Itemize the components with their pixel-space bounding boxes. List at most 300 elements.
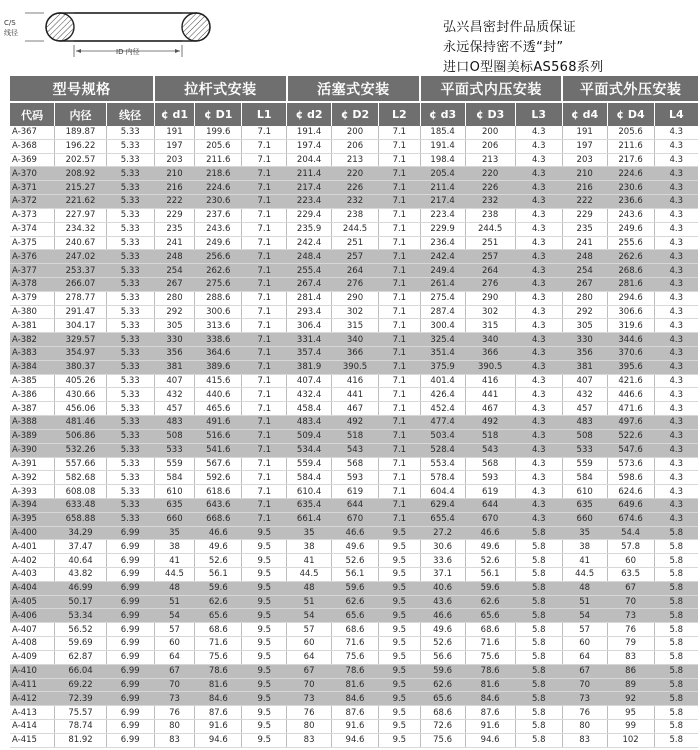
table-cell: 9.5 [242,609,287,623]
table-cell: 33.6 [420,554,465,568]
table-cell: 4.3 [515,360,562,374]
table-cell: 5.33 [106,139,154,153]
table-cell: 290 [332,291,379,305]
table-cell: 381 [562,360,607,374]
table-cell: 213 [465,153,515,167]
table-cell: 4.3 [654,443,698,457]
table-cell: 306.4 [287,319,332,333]
table-cell: 7.1 [242,333,287,347]
table-cell: 70 [607,595,654,609]
table-cell: 7.1 [242,181,287,195]
table-cell: 57 [154,623,195,637]
table-cell: 4.3 [654,181,698,195]
table-row [10,195,698,209]
table-cell: 46.6 [465,526,515,540]
table-row [10,471,698,485]
table-cell: 593 [465,471,515,485]
column-header: 线径 [106,102,154,126]
table-cell: 4.3 [515,236,562,250]
table-cell: 5.8 [515,609,562,623]
table-cell: 6.99 [106,637,154,651]
cs-label: C/S [4,19,16,27]
table-cell: 248.4 [287,250,332,264]
slogan-line: 永远保持密不透“封” [443,40,564,55]
table-cell: 71.6 [465,637,515,651]
table-cell: 257 [332,250,379,264]
table-cell: 4.3 [654,319,698,333]
table-cell: 223.4 [420,208,465,222]
table-cell: 9.5 [242,526,287,540]
table-cell: 91.6 [465,719,515,733]
table-cell: 5.33 [106,457,154,471]
table-cell: 59.69 [55,637,106,651]
table-cell: 67 [154,664,195,678]
column-header: L1 [242,102,287,126]
table-row [10,498,698,512]
table-row [10,264,698,278]
table-cell: 43.6 [420,595,465,609]
table-cell: 7.1 [379,195,421,209]
table-cell: 492 [465,416,515,430]
table-cell: 222 [562,195,607,209]
table-row [10,319,698,333]
table-cell: 294.6 [607,291,654,305]
table-cell: 5.33 [106,388,154,402]
table-cell: 5.8 [515,554,562,568]
table-cell: 619 [465,485,515,499]
table-cell: 5.33 [106,333,154,347]
table-cell: 4.3 [654,236,698,250]
table-cell: 567.6 [195,457,242,471]
table-cell: 9.5 [379,719,421,733]
table-cell: 223.4 [287,195,332,209]
table-cell: 407 [154,374,195,388]
table-cell: 78.74 [55,719,106,733]
table-cell: 5.8 [515,581,562,595]
table-cell: 7.1 [242,208,287,222]
table-cell: 4.3 [654,264,698,278]
table-cell: 73 [287,692,332,706]
table-cell: 224.6 [607,167,654,181]
column-header: ¢ D1 [195,102,242,126]
table-cell: 5.33 [106,485,154,499]
row-code-cell: A-384 [10,360,55,374]
table-cell: 41 [562,554,607,568]
row-code-cell: A-390 [10,443,55,457]
table-cell: 5.8 [515,526,562,540]
table-cell: 67 [607,581,654,595]
table-cell: 51 [562,595,607,609]
table-cell: 407.4 [287,374,332,388]
table-cell: 5.8 [515,623,562,637]
table-cell: 227.97 [55,208,106,222]
table-cell: 4.3 [654,305,698,319]
table-cell: 6.99 [106,595,154,609]
table-cell: 48 [154,581,195,595]
table-cell: 6.99 [106,719,154,733]
table-cell: 276 [332,277,379,291]
table-cell: 5.8 [515,595,562,609]
table-cell: 356 [562,347,607,361]
table-cell: 4.3 [515,388,562,402]
table-cell: 670 [332,512,379,526]
row-code-cell: A-401 [10,540,55,554]
table-cell: 4.3 [515,471,562,485]
table-cell: 416 [332,374,379,388]
table-cell: 5.8 [515,568,562,582]
table-cell: 83 [562,733,607,747]
table-cell: 220 [465,167,515,181]
table-cell: 229.4 [287,208,332,222]
table-cell: 72.6 [420,719,465,733]
table-cell: 573.6 [607,457,654,471]
table-cell: 608.08 [55,485,106,499]
table-cell: 477.4 [420,416,465,430]
row-code-cell: A-388 [10,416,55,430]
table-cell: 7.1 [379,512,421,526]
row-code-cell: A-376 [10,250,55,264]
table-cell: 4.3 [654,250,698,264]
column-header: L3 [515,102,562,126]
table-cell: 7.1 [242,457,287,471]
table-cell: 7.1 [242,429,287,443]
table-cell: 532.26 [55,443,106,457]
table-cell: 7.1 [379,126,421,139]
table-cell: 53.34 [55,609,106,623]
table-cell: 366 [465,347,515,361]
table-cell: 6.99 [106,540,154,554]
table-cell: 7.1 [379,181,421,195]
table-cell: 506.86 [55,429,106,443]
table-cell: 49.6 [332,540,379,554]
table-cell: 268.6 [607,264,654,278]
table-cell: 508 [154,429,195,443]
table-cell: 56.1 [195,568,242,582]
table-cell: 6.99 [106,526,154,540]
table-cell: 241 [154,236,195,250]
table-cell: 9.5 [379,678,421,692]
table-cell: 256.6 [195,250,242,264]
table-cell: 9.5 [242,540,287,554]
table-cell: 390.5 [332,360,379,374]
table-cell: 5.33 [106,498,154,512]
table-row [10,457,698,471]
row-code-cell: A-404 [10,581,55,595]
table-cell: 559 [562,457,607,471]
table-cell: 68.6 [465,623,515,637]
table-row [10,706,698,720]
table-cell: 5.33 [106,443,154,457]
table-cell: 244.5 [465,222,515,236]
table-cell: 87.6 [332,706,379,720]
table-cell: 559 [154,457,195,471]
table-cell: 491.6 [195,416,242,430]
table-cell: 75.6 [420,733,465,747]
table-cell: 319.6 [607,319,654,333]
row-code-cell: A-383 [10,347,55,361]
table-cell: 52.6 [465,554,515,568]
table-cell: 4.3 [515,485,562,499]
table-cell: 216 [562,181,607,195]
table-cell: 87.6 [195,706,242,720]
table-row [10,139,698,153]
table-cell: 217.4 [287,181,332,195]
table-cell: 67 [287,664,332,678]
table-cell: 211.4 [420,181,465,195]
table-cell: 5.8 [654,581,698,595]
table-cell: 9.5 [242,554,287,568]
table-cell: 619 [332,485,379,499]
table-cell: 281.6 [607,277,654,291]
table-cell: 9.5 [242,733,287,747]
table-cell: 441 [465,388,515,402]
table-cell: 7.1 [379,402,421,416]
table-cell: 375.9 [420,360,465,374]
table-row [10,623,698,637]
table-cell: 64 [287,650,332,664]
table-cell: 405.26 [55,374,106,388]
table-cell: 280 [154,291,195,305]
table-cell: 4.3 [654,416,698,430]
table-cell: 578.4 [420,471,465,485]
row-code-cell: A-387 [10,402,55,416]
table-row [10,167,698,181]
table-cell: 381 [154,360,195,374]
table-cell: 7.1 [242,319,287,333]
table-cell: 262.6 [195,264,242,278]
table-cell: 330 [154,333,195,347]
table-cell: 287.4 [420,305,465,319]
table-cell: 191.4 [287,126,332,139]
table-cell: 547.6 [607,443,654,457]
table-row [10,416,698,430]
table-cell: 59.6 [195,581,242,595]
table-row [10,637,698,651]
row-code-cell: A-373 [10,208,55,222]
row-code-cell: A-378 [10,277,55,291]
table-cell: 56.52 [55,623,106,637]
table-cell: 541.6 [195,443,242,457]
table-cell: 497.6 [607,416,654,430]
table-cell: 35 [287,526,332,540]
table-cell: 9.5 [242,706,287,720]
table-cell: 300.6 [195,305,242,319]
table-cell: 7.1 [242,498,287,512]
table-cell: 4.3 [515,402,562,416]
group-header-face-internal: 平面式内压安装 [420,76,562,102]
table-cell: 200 [465,126,515,139]
table-cell: 660 [562,512,607,526]
table-cell: 49.6 [465,540,515,554]
table-cell: 5.8 [515,706,562,720]
table-cell: 6.99 [106,692,154,706]
table-cell: 7.1 [379,277,421,291]
o-ring-spec-table [10,76,698,748]
slogan-line: 进口O型圈美标AS568系列 [443,60,604,75]
table-cell: 610 [154,485,195,499]
table-cell: 68.6 [420,706,465,720]
table-cell: 9.5 [379,581,421,595]
table-cell: 5.8 [515,540,562,554]
table-cell: 344.6 [607,333,654,347]
row-code-cell: A-415 [10,733,55,747]
table-cell: 203 [562,153,607,167]
table-cell: 357.4 [287,347,332,361]
table-cell: 658.88 [55,512,106,526]
table-cell: 6.99 [106,581,154,595]
table-cell: 6.99 [106,609,154,623]
table-cell: 89 [607,678,654,692]
table-cell: 670 [465,512,515,526]
table-cell: 543 [332,443,379,457]
table-cell: 5.33 [106,319,154,333]
table-cell: 4.3 [654,277,698,291]
table-cell: 78.6 [465,664,515,678]
column-header: 代码 [10,102,55,126]
table-cell: 211.6 [195,153,242,167]
table-cell: 7.1 [242,264,287,278]
row-code-cell: A-385 [10,374,55,388]
table-cell: 80 [154,719,195,733]
table-cell: 4.3 [515,208,562,222]
table-cell: 95 [607,706,654,720]
table-cell: 4.3 [515,139,562,153]
table-cell: 7.1 [242,236,287,250]
table-cell: 4.3 [654,333,698,347]
table-cell: 83 [287,733,332,747]
table-cell: 7.1 [379,471,421,485]
table-cell: 5.33 [106,429,154,443]
table-cell: 75.6 [195,650,242,664]
table-cell: 5.8 [515,637,562,651]
table-cell: 649.6 [607,498,654,512]
table-cell: 9.5 [379,568,421,582]
table-cell: 644 [332,498,379,512]
table-cell: 389.6 [195,360,242,374]
table-cell: 5.8 [654,595,698,609]
column-header: ¢ D3 [465,102,515,126]
table-cell: 51 [154,595,195,609]
table-cell: 5.8 [515,692,562,706]
table-cell: 232 [465,195,515,209]
table-cell: 5.8 [654,650,698,664]
row-code-cell: A-391 [10,457,55,471]
table-cell: 44.5 [562,568,607,582]
row-code-cell: A-368 [10,139,55,153]
table-cell: 197.4 [287,139,332,153]
table-cell: 9.5 [242,692,287,706]
table-cell: 46.6 [332,526,379,540]
table-cell: 199.6 [195,126,242,139]
table-cell: 660 [154,512,195,526]
table-cell: 83 [154,733,195,747]
table-cell: 46.6 [420,609,465,623]
slogan-line: 弘兴昌密封件品质保证 [443,20,577,35]
table-cell: 7.1 [242,167,287,181]
table-cell: 81.6 [195,678,242,692]
table-cell: 70 [287,678,332,692]
column-header: 内径 [55,102,106,126]
table-cell: 5.33 [106,208,154,222]
table-cell: 70 [154,678,195,692]
table-cell: 52.6 [420,637,465,651]
table-cell: 302 [332,305,379,319]
table-cell: 65.6 [195,609,242,623]
table-cell: 240.67 [55,236,106,250]
table-row [10,360,698,374]
table-cell: 249.6 [607,222,654,236]
table-cell: 624.6 [607,485,654,499]
table-cell: 5.8 [654,678,698,692]
table-cell: 34.29 [55,526,106,540]
table-cell: 244.5 [332,222,379,236]
table-cell: 262.6 [607,250,654,264]
table-cell: 5.8 [654,554,698,568]
table-cell: 9.5 [379,692,421,706]
table-cell: 390.5 [465,360,515,374]
table-cell: 5.8 [654,664,698,678]
table-cell: 370.6 [607,347,654,361]
table-cell: 401.4 [420,374,465,388]
table-cell: 5.8 [654,609,698,623]
table-cell: 553.4 [420,457,465,471]
table-cell: 4.3 [654,457,698,471]
table-cell: 197 [154,139,195,153]
table-body [10,126,698,747]
table-cell: 5.8 [515,664,562,678]
table-cell: 4.3 [654,291,698,305]
table-cell: 533 [562,443,607,457]
table-cell: 7.1 [379,222,421,236]
table-cell: 4.3 [515,319,562,333]
table-cell: 4.3 [515,512,562,526]
table-cell: 37.1 [420,568,465,582]
table-cell: 9.5 [242,650,287,664]
table-cell: 7.1 [242,126,287,139]
table-cell: 56.6 [420,650,465,664]
table-cell: 543 [465,443,515,457]
group-header-model-spec: 型号规格 [10,76,154,102]
table-cell: 226 [465,181,515,195]
table-cell: 37.47 [55,540,106,554]
table-cell: 4.3 [515,126,562,139]
table-cell: 49.6 [195,540,242,554]
table-cell: 206 [332,139,379,153]
table-cell: 644 [465,498,515,512]
table-cell: 7.1 [242,291,287,305]
table-cell: 4.3 [515,195,562,209]
row-code-cell: A-372 [10,195,55,209]
table-cell: 655.4 [420,512,465,526]
table-cell: 584.4 [287,471,332,485]
table-cell: 528.4 [420,443,465,457]
table-cell: 4.3 [654,360,698,374]
table-cell: 330 [562,333,607,347]
table-cell: 9.5 [242,568,287,582]
table-cell: 73 [607,609,654,623]
table-cell: 516.6 [195,429,242,443]
row-code-cell: A-405 [10,595,55,609]
table-cell: 5.33 [106,181,154,195]
table-cell: 7.1 [379,388,421,402]
table-row [10,374,698,388]
table-row [10,650,698,664]
table-row [10,291,698,305]
table-row [10,208,698,222]
table-cell: 668.6 [195,512,242,526]
table-cell: 4.3 [654,167,698,181]
table-cell: 4.3 [654,429,698,443]
